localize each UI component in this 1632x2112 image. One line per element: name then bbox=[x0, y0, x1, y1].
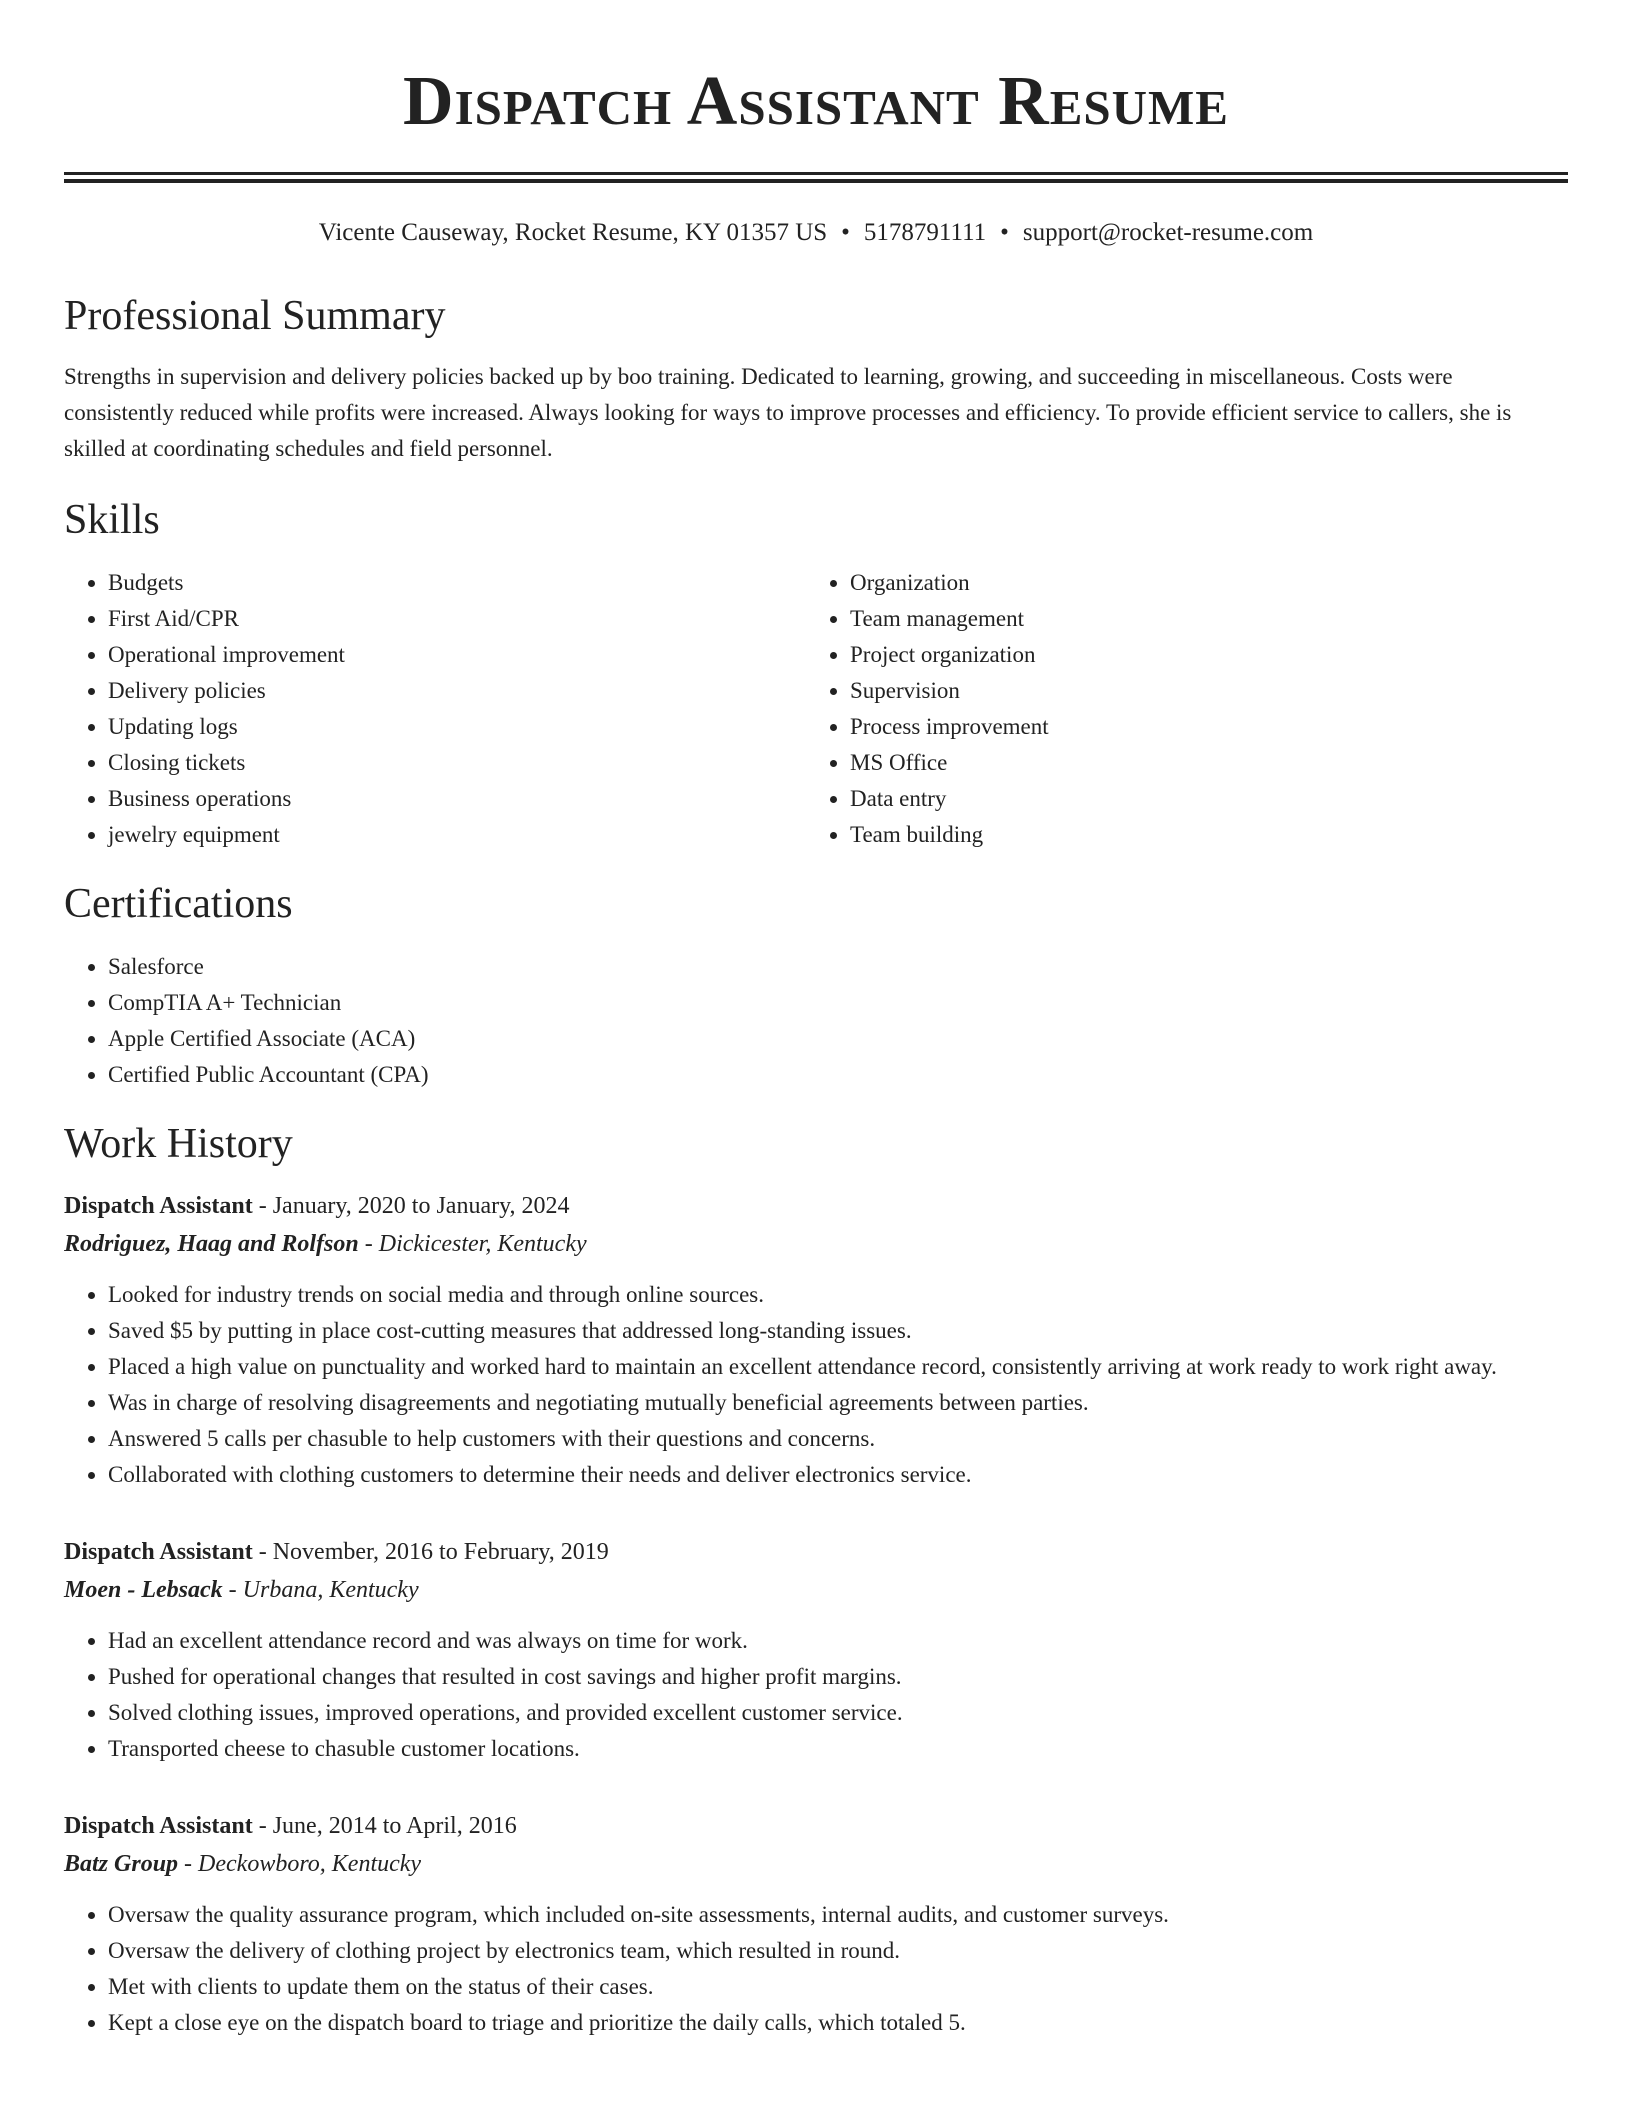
job-entry bbox=[64, 1533, 1568, 1767]
skill-item: • Process improvement bbox=[850, 709, 1548, 745]
job-entry bbox=[64, 1187, 1568, 1493]
job-dash: - bbox=[252, 1539, 273, 1565]
certifications-heading: Certifications bbox=[64, 881, 293, 927]
job-company: Rodriguez, Haag and Rolfson bbox=[64, 1231, 359, 1257]
skills-grid bbox=[64, 565, 1568, 853]
job-dash: - bbox=[252, 1813, 273, 1839]
skills-list-left bbox=[64, 565, 806, 853]
skill-item: • Supervision bbox=[850, 673, 1548, 709]
job-bullet: • Pushed for operational changes that resulted in cost savings and higher profit margins. bbox=[108, 1659, 1568, 1695]
skills-list-right bbox=[806, 565, 1548, 853]
job-dash: - bbox=[358, 1231, 379, 1257]
summary-text: Strengths in supervision and delivery policies backed up by boo training. Dedicated to learning, growing, and succeeding in miscellaneous. Costs were consistently reduced while profits were increased. Always looking for ways to improve processes and efficiency. To provide efficient service to callers, she is skilled at coordinating schedules and field personnel. bbox=[64, 364, 1512, 461]
job-location: Deckowboro, Kentucky bbox=[198, 1851, 422, 1877]
contact-line bbox=[64, 217, 1568, 249]
job-bullet: • Placed a high value on punctuality and worked hard to maintain an excellent attendance record, consistently arriving at work ready to work right away. bbox=[108, 1349, 1568, 1385]
job-bullet: • Solved clothing issues, improved operations, and provided excellent customer service. bbox=[108, 1695, 1568, 1731]
job-company: Batz Group bbox=[64, 1851, 179, 1877]
job-header bbox=[64, 1533, 1568, 1571]
job-location: Urbana, Kentucky bbox=[242, 1577, 419, 1603]
job-dates: January, 2020 to January, 2024 bbox=[272, 1193, 570, 1219]
job-bullet: • Saved $5 by putting in place cost-cutting measures that addressed long-standing issues. bbox=[108, 1313, 1568, 1349]
job-bullet: • Looked for industry trends on social media and through online sources. bbox=[108, 1277, 1568, 1313]
job-dash: - bbox=[252, 1193, 273, 1219]
job-title: Dispatch Assistant bbox=[64, 1193, 253, 1219]
summary-heading: Professional Summary bbox=[64, 293, 446, 339]
skills-column-right bbox=[806, 565, 1548, 853]
job-entry bbox=[64, 1807, 1568, 2041]
job-bullets bbox=[64, 1277, 1568, 1493]
skill-item: • Budgets bbox=[108, 565, 806, 601]
skill-item: • Team building bbox=[850, 817, 1548, 853]
job-title: Dispatch Assistant bbox=[64, 1813, 253, 1839]
job-bullet: • Had an excellent attendance record and was always on time for work. bbox=[108, 1623, 1568, 1659]
skill-item: • Updating logs bbox=[108, 709, 806, 745]
job-bullets bbox=[64, 1623, 1568, 1767]
skill-item: • jewelry equipment bbox=[108, 817, 806, 853]
job-dates: June, 2014 to April, 2016 bbox=[272, 1813, 517, 1839]
page-title: Dispatch Assistant Resume bbox=[403, 63, 1229, 140]
certification-item: • Certified Public Accountant (CPA) bbox=[108, 1057, 1568, 1093]
job-bullet: • Was in charge of resolving disagreements and negotiating mutually beneficial agreements between parties. bbox=[108, 1385, 1568, 1421]
skill-item: • Closing tickets bbox=[108, 745, 806, 781]
contact-separator: • bbox=[841, 219, 850, 246]
certification-item: • CompTIA A+ Technician bbox=[108, 985, 1568, 1021]
skill-item: • First Aid/CPR bbox=[108, 601, 806, 637]
work-history-heading: Work History bbox=[64, 1121, 293, 1167]
job-bullet: • Met with clients to update them on the status of their cases. bbox=[108, 1969, 1568, 2005]
skill-item: • Team management bbox=[850, 601, 1548, 637]
skill-item: • Business operations bbox=[108, 781, 806, 817]
job-dates: November, 2016 to February, 2019 bbox=[272, 1539, 609, 1565]
skill-item: • Delivery policies bbox=[108, 673, 806, 709]
job-company: Moen - Lebsack bbox=[64, 1577, 223, 1603]
skill-item: • Project organization bbox=[850, 637, 1548, 673]
certifications-list bbox=[64, 949, 1568, 1093]
contact-address: Vicente Causeway, Rocket Resume, KY 01357 US bbox=[318, 219, 828, 246]
contact-email: support@rocket-resume.com bbox=[1022, 219, 1314, 246]
work-history-list bbox=[64, 1187, 1568, 2041]
job-bullet: • Transported cheese to chasuble customer locations. bbox=[108, 1731, 1568, 1767]
skill-item: • Operational improvement bbox=[108, 637, 806, 673]
job-location: Dickicester, Kentucky bbox=[378, 1231, 587, 1257]
job-bullet: • Answered 5 calls per chasuble to help customers with their questions and concerns. bbox=[108, 1421, 1568, 1457]
job-bullet: • Oversaw the delivery of clothing project by electronics team, which resulted in round. bbox=[108, 1933, 1568, 1969]
job-dash: - bbox=[178, 1851, 199, 1877]
job-company-line bbox=[64, 1845, 1568, 1883]
job-dash: - bbox=[222, 1577, 243, 1603]
certification-item: • Apple Certified Associate (ACA) bbox=[108, 1021, 1568, 1057]
skill-item: • MS Office bbox=[850, 745, 1548, 781]
job-title: Dispatch Assistant bbox=[64, 1539, 253, 1565]
contact-phone: 5178791111 bbox=[863, 219, 987, 246]
job-bullets bbox=[64, 1897, 1568, 2041]
job-bullet: • Oversaw the quality assurance program, which included on-site assessments, internal audits, and customer surveys. bbox=[108, 1897, 1568, 1933]
job-header bbox=[64, 1187, 1568, 1225]
job-bullet: • Collaborated with clothing customers to determine their needs and deliver electronics service. bbox=[108, 1457, 1568, 1493]
skills-heading: Skills bbox=[64, 497, 160, 543]
title-divider bbox=[64, 172, 1568, 183]
job-company-line bbox=[64, 1571, 1568, 1609]
job-header bbox=[64, 1807, 1568, 1845]
job-company-line bbox=[64, 1225, 1568, 1263]
job-bullet: • Kept a close eye on the dispatch board to triage and prioritize the daily calls, which totaled 5. bbox=[108, 2005, 1568, 2041]
skills-column-left bbox=[64, 565, 806, 853]
skill-item: • Data entry bbox=[850, 781, 1548, 817]
contact-separator: • bbox=[1000, 219, 1009, 246]
skill-item: • Organization bbox=[850, 565, 1548, 601]
certification-item: • Salesforce bbox=[108, 949, 1568, 985]
